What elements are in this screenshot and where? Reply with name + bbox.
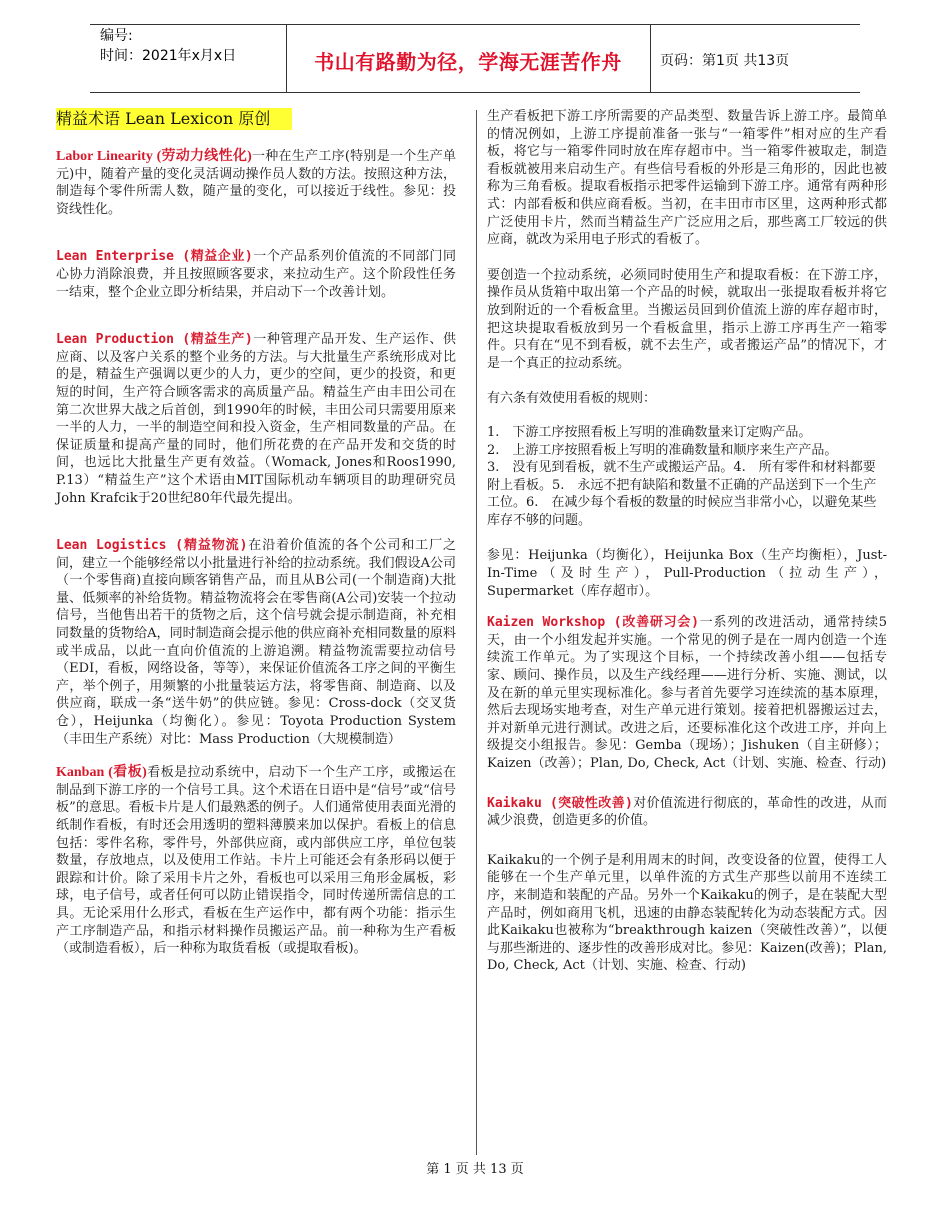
definition-kaizen-workshop: 一系列的改进活动，通常持续5天，由一个小组发起并实施。一个常见的例子是在一周内创造一个连续流工作单元。为了实现这个目标，一个持续改善小组——包括专家、顾问、操作员，以及生产线经理——进行分析、实施、测试，以及在新的单元里实现标准化。参与者首先要学习连续流的基本原理，然后去现场实地考查，对生产单元进行策划。接着把机器搬运过去，并对新单元进行测试。改进之后，还要标准化这个改进工序，并向上级提交小组报告。参见：Gemba（现场）；Jishuken（自主研修）；Kaizen（改善）；Plan, Do, Check, Act（计划、实施、检查、行动) — [487, 615, 887, 771]
definition-kaikaku: 对价值流进行彻底的，革命性的改进，从而减少浪费，创造更多的价值。 — [487, 795, 887, 829]
entry-kanban — [56, 764, 456, 958]
header-top-rule — [90, 24, 860, 25]
kanban-rule-item: 2. 上游工序按照看板上写明的准确数量和顺序来生产产品。 — [487, 442, 838, 458]
term-kaizen-workshop: Kaizen Workshop (改善研习会) — [487, 615, 699, 631]
header-divider-2 — [650, 24, 651, 92]
term-lean-production: Lean Production (精益生产) — [56, 332, 253, 348]
term-lean-enterprise: Lean Enterprise (精益企业) — [56, 249, 253, 265]
header-meta — [100, 26, 285, 66]
definition-lean-production: 一种管理产品开发、生产运作、供应商、以及客户关系的整个业务的方法。与大批量生产系统形成对比的是，精益生产强调以更少的人力，更少的空间，更少的投资，和更短的时间，生产符合顾客需求的高质量产品。精益生产由丰田公司在第二次世界大战之后首创，到1990年的时候，丰田公司只需要用原来一半的人力，一半的制造空间和投入资金，生产相同数量的产品。在保证质量和提高产量的同时，他们所花费的在产品开发和交货的时间，也远比大批量生产更有效益。（Womack, Jones和Roos1990, P.13）“精益生产”这个术语由MIT国际机动车辆项目的助理研究员John Krafcik于20世纪80年代最先提出。 — [56, 332, 456, 506]
document-number-label: 编号: — [100, 28, 133, 44]
entry-lean-production — [56, 331, 456, 507]
term-lean-logistics: Lean Logistics (精益物流) — [56, 538, 248, 554]
left-column — [56, 108, 456, 970]
definition-lean-logistics: 在沿着价值流的各个公司和工厂之间，建立一个能够经常以小批量进行补给的拉动系统。我们假设A公司（一个零售商)直接向顾客销售产品，而且从B公司(一个制造商)大批量、低频率的补给货物。精益物流将会在零售商(A公司)安装一个拉动信号，当他售出若干的货物之后，这个信号就会提示制造商，补充相同数量的货物给A，同时制造商会提示他的供应商补充相同数量的原料或半成品，以此一直向价值流的上游追溯。精益物流需要拉动信号（EDI，看板，网络设备，等等），来保证价值流各工序之间的平衡生产，举个例子，用频繁的小批量装运方法，将零售商、制造商、以及供应商，联成一条“送牛奶”的供应链。参见：Cross-dock（交叉货仓），Heijunka（均衡化）。参见：Toyota Production System（丰田生产系统）对比：Mass Production（大规模制造） — [56, 538, 456, 747]
kaikaku-example: Kaikaku的一个例子是利用周末的时间，改变设备的位置，使得工人能够在一个生产单元里，以单件流的方式生产那些以前用不连续工序，来制造和装配的产品。另外一个Kaikaku的例子，是在装配大型产品时，例如商用飞机，迅速的由静态装配转化为动态装配方式。因此Kaikaku也被称为“breakthrough kaizen（突破性改善）”，以便与那些渐进的、逐步性的改善形成对比。参见：Kaizen(改善)；Plan, Do, Check, Act（计划、实施、检查、行动) — [487, 852, 887, 974]
term-kanban: Kanban (看板) — [56, 765, 147, 781]
entry-lean-enterprise — [56, 248, 456, 301]
definition-labor-linearity: 一种在生产工序(特别是一个生产单元)中，随着产量的变化灵活调动操作员人数的方法。按照这种方法，制造每个零件所需人数，随产量的变化，可以接近于线性。参见：投资线性化。 — [56, 149, 456, 217]
document-time-label: 时间：2021年x月x日 — [100, 48, 237, 64]
page-title: 精益术语 Lean Lexicon 原创 — [56, 108, 292, 130]
entry-labor-linearity — [56, 148, 456, 218]
pull-system-paragraph: 要创造一个拉动系统，必须同时使用生产和提取看板：在下游工序，操作员从货箱中取出第一个产品的时候，就取出一张提取看板并将它放到附近的一个看板盒里。当搬运员回到价值流上游的库存超市时，把这块提取看板放到另一个看板盒里，指示上游工序再生产一箱零件。只有在“见不到看板，就不去生产，或者搬运产品”的情况下，才是一个真正的拉动系统。 — [487, 267, 887, 371]
kanban-continued: 生产看板把下游工序所需要的产品类型、数量告诉上游工序。最简单的情况例如，上游工序提前准备一张与“一箱零件”相对应的生产看板，将它与一箱零件同时放在库存超市中。当一箱零件被取走，制造看板就被用来启动生产。有些信号看板的外形是三角形的，因此也被称为三角看板。提取看板指示把零件运输到下游工序。通常有两种形式：内部看板和供应商看板。当初，在丰田市市区里，这两种形式都广泛使用卡片，然而当精益生产广泛应用之后，那些离工厂较远的供应商，就改为采用电子形式的看板了。 — [487, 109, 887, 248]
term-kaikaku: Kaikaku (突破性改善) — [487, 795, 633, 811]
entry-lean-logistics — [56, 537, 456, 748]
kanban-see-also: 参见：Heijunka（均衡化），Heijunka Box（生产均衡柜），Just-In-Time（及时生产），Pull-Production（拉动生产），Supermarket（库存超市）。 — [487, 548, 887, 599]
right-column — [487, 108, 887, 987]
column-divider — [476, 110, 477, 1155]
page-footer: 第 1 页 共 13 页 — [426, 1162, 524, 1177]
definition-lean-enterprise: 一个产品系列价值流的不同部门同心协力消除浪费，并且按照顾客要求，来拉动生产。这个阶段性任务一结束，整个企业立即分析结果，并启动下一个改善计划。 — [56, 249, 456, 300]
entry-kaikaku — [487, 795, 887, 830]
header-bottom-rule — [90, 92, 860, 93]
term-labor-linearity: Labor Linearity (劳动力线性化) — [56, 149, 252, 164]
header-slogan: 书山有路勤为径，学海无涯苦作舟 — [314, 50, 622, 74]
kanban-rule-item: 1. 下游工序按照看板上写明的准确数量来订定购产品。 — [487, 424, 812, 440]
kanban-rule-item: 3. 没有见到看板，就不生产或搬运产品。4. 所有零件和材料都要附上看板。5. 永远不把有缺陷和数量不正确的产品送到下一个生产工位。6. 在减少每个看板的数量的时候应当非常小心，以避免某些库存不够的问题。 — [487, 460, 877, 528]
entry-kaizen-workshop — [487, 614, 887, 772]
header-page-number: 页码：第1页 共13页 — [660, 53, 790, 69]
kanban-rules-intro: 有六条有效使用看板的规则： — [487, 391, 657, 407]
kanban-rules-list — [487, 424, 887, 530]
definition-kanban: 看板是拉动系统中，启动下一个生产工序，或搬运在制品到下游工序的一个信号工具。这个术语在日语中是“信号”或“信号板”的意思。看板卡片是人们最熟悉的例子。人们通常使用表面光滑的纸制作看板，有时还会用透明的塑料薄膜来加以保护。看板上的信息包括：零件名称，零件号，外部供应商，或内部供应工序，单位包装数量，存放地点，以及使用工作站。卡片上可能还会有条形码以便于跟踪和计价。除了采用卡片之外，看板也可以采用三角形金属板，彩球，电子信号，或者任何可以防止错误指令，同时传递所需信息的工具。无论采用什么形式，看板在生产运作中，都有两个功能：指示生产工序制造产品，和指示材料操作员搬运产品。前一种称为生产看板（或制造看板），后一种称为取货看板（或提取看板)。 — [56, 765, 456, 957]
